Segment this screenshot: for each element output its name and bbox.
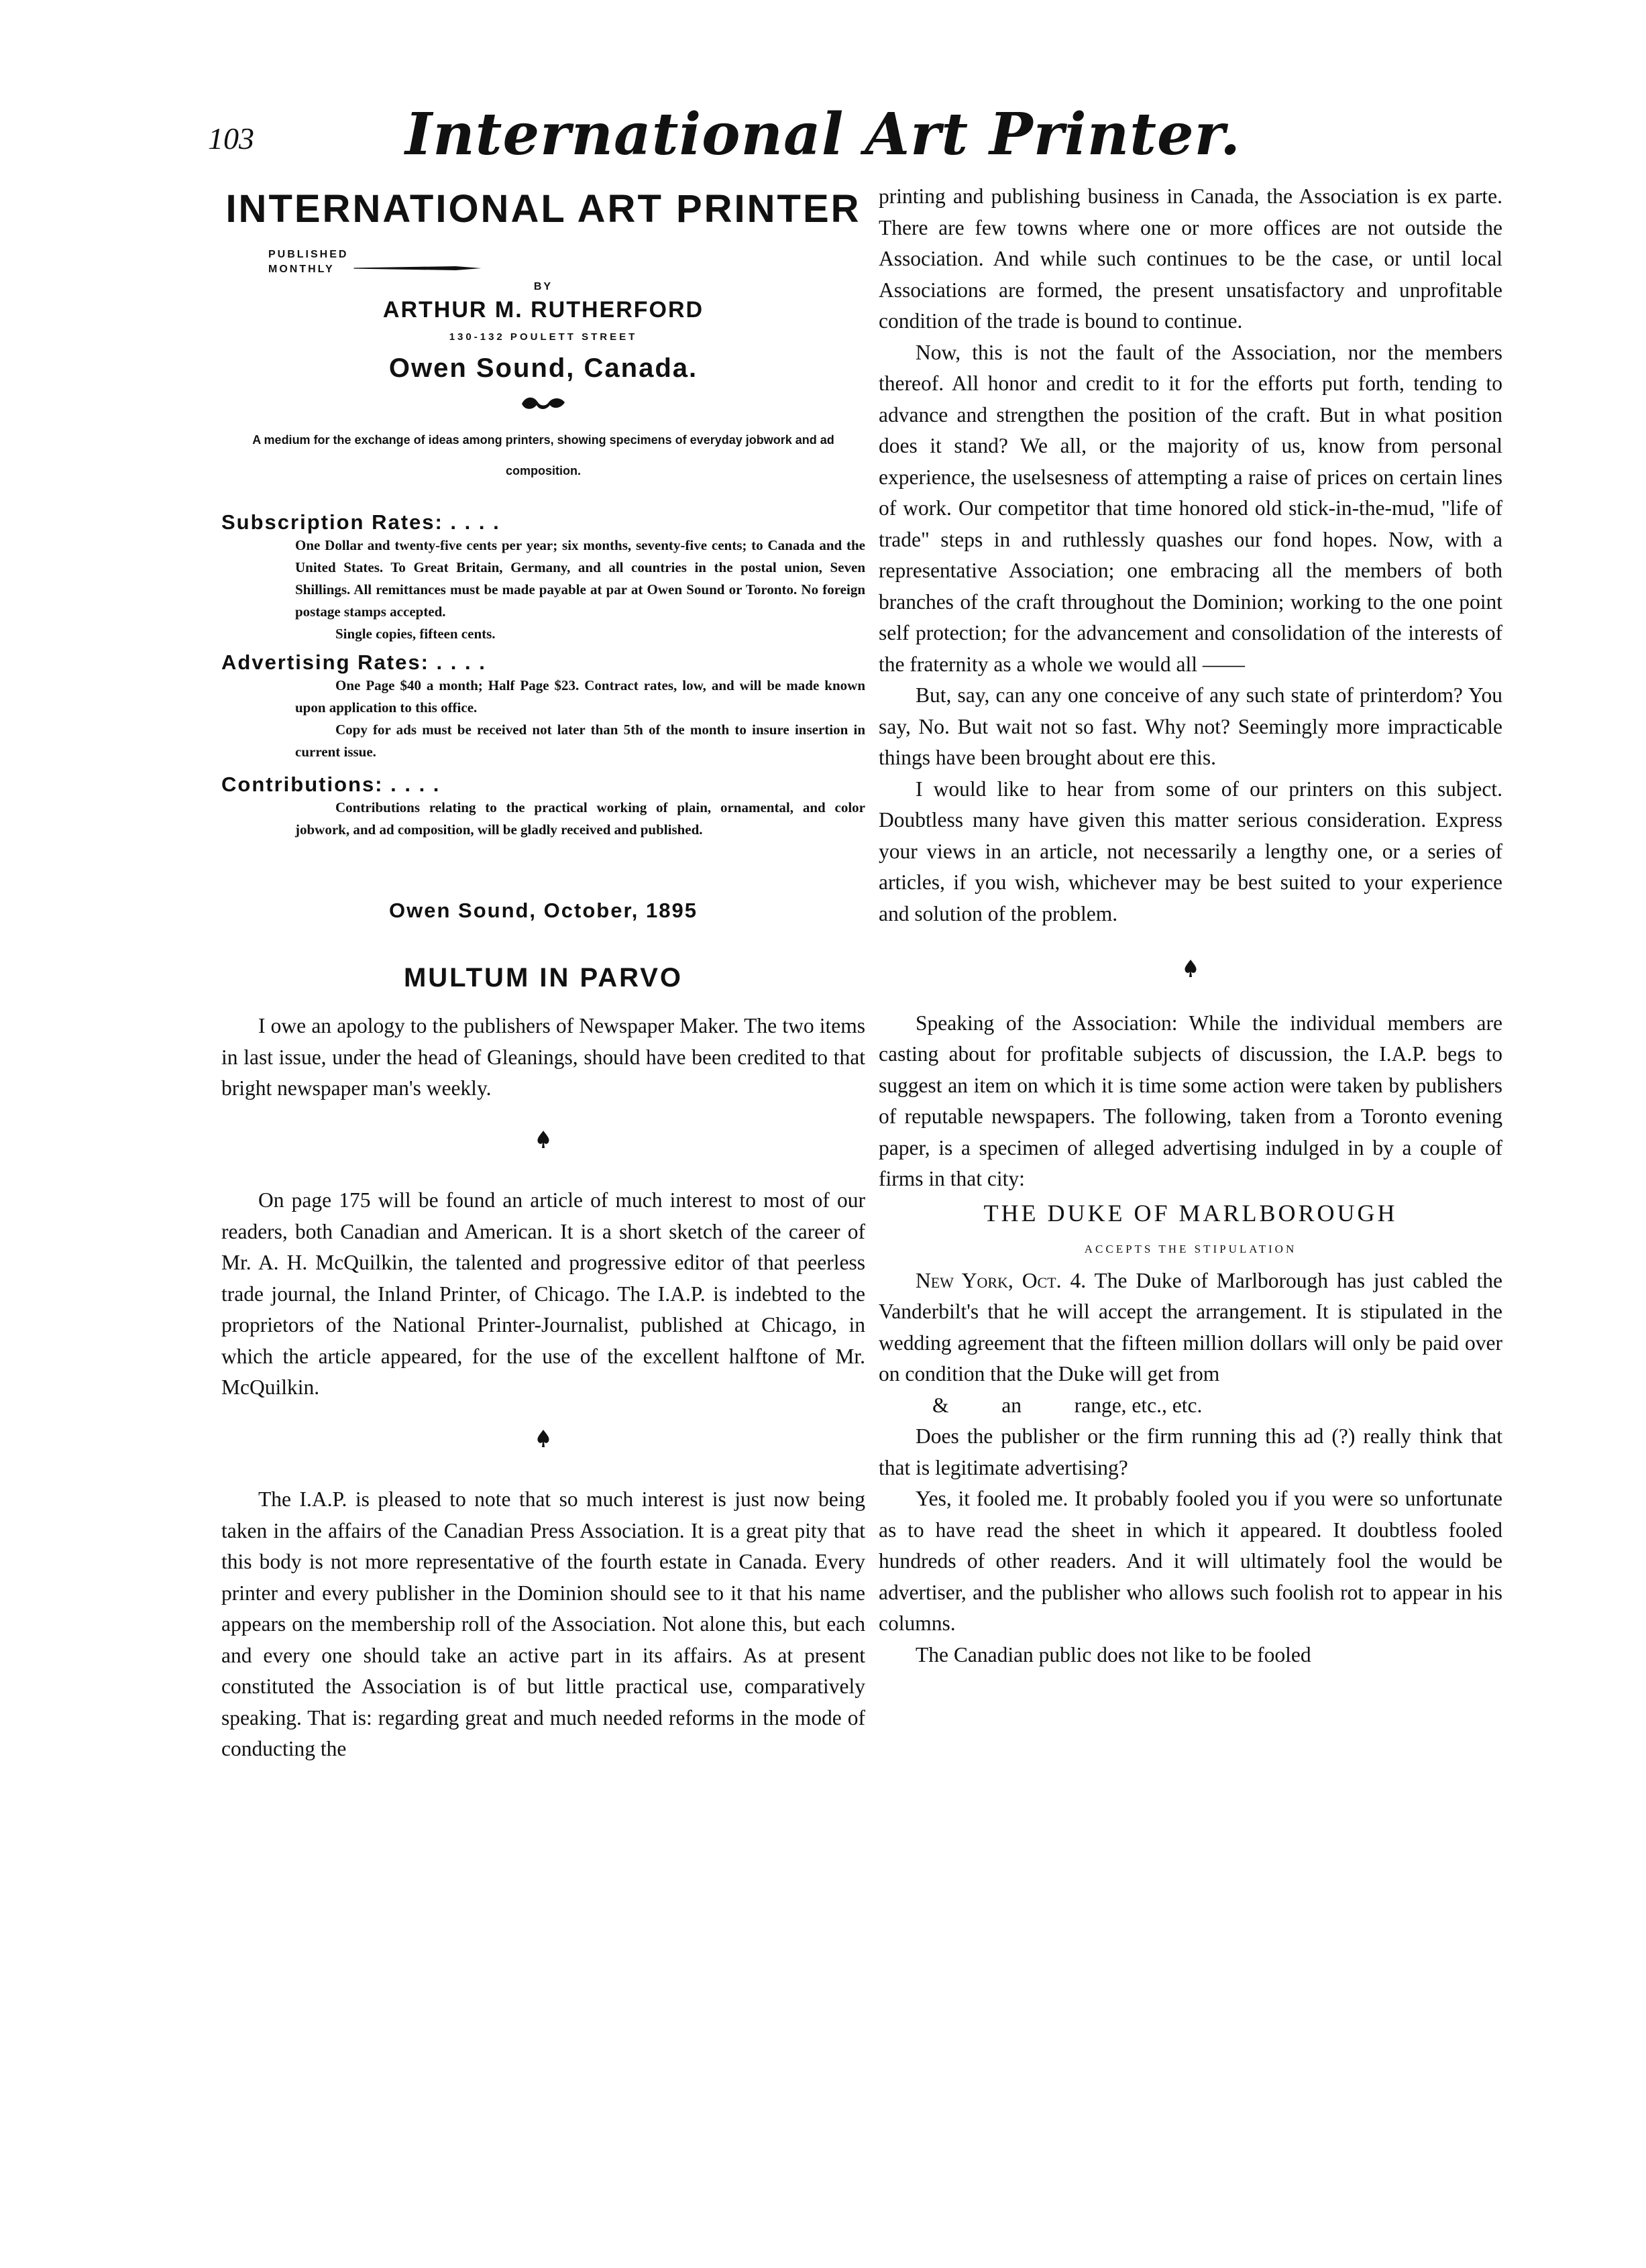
scroll-ornament-icon [221, 394, 865, 415]
right-column [879, 181, 1502, 1670]
rates-section [221, 510, 865, 841]
clipping-last-line: & an range, etc., etc. [932, 1393, 1203, 1417]
clipping-text: The Duke of Marlborough has just cabled the Vanderbilt's that he will accept the arrangement. It is stipulated in the wedding agreement that the fifteen million dollars will only be paid over on condition that the Duke will get from [879, 1268, 1503, 1385]
spade-bullet-icon [879, 956, 1502, 988]
by-label: BY [533, 281, 553, 292]
single-copy-price: Single copies, fifteen cents. [335, 626, 496, 642]
paragraph: Now, this is not the fault of the Association, nor the members thereof. All honor and credit to it for the efforts put forth, tending to advance and strengthen the position of the craft. But in what position does it stand? We all, or the majority of us, know from personal experience, the uselsesness of attempting a raise of prices on certain lines of work. Our competitor that time honored old stick-in-the-mud, "life of trade" steps in and ruthlessly quashes our fond hopes. Now, with a representative Association; one embracing all the members of both branches of the craft throughout the Dominion; working to the one point self protection; for the advancement and consolidation of the interests of the fraternity as a whole we would all —— [879, 340, 1502, 676]
article-body-left [221, 1011, 865, 1765]
publisher-city: Owen Sound, Canada. [388, 353, 698, 383]
spade-bullet-icon [221, 1426, 865, 1458]
monthly-label: MONTHLY [268, 264, 335, 275]
advertising-rates-text: One Page $40 a month; Half Page $23. Contract rates, low, and will be made known upon application to this office. [295, 677, 865, 716]
clipping-body [879, 1265, 1502, 1390]
running-head-title: International Art Printer. [404, 101, 1242, 168]
paragraph: But, say, can any one conceive of any such state of printerdom? You say, No. But wait not so fast. Why not? Seemingly more impracticable things have been brought about ere this. [879, 683, 1502, 769]
publisher-address: 130-132 POULETT STREET [449, 331, 638, 343]
article-body-right [879, 181, 1502, 1670]
paragraph: Speaking of the Association: While the individual members are casting about for profitable subjects of discussion, the I.A.P. begs to suggest an item on which it is time some action were taken by publishers of reputable newspapers. The following, taken from a Toronto evening paper, is a specimen of alleged advertising indulged in by a couple of firms in that city: [879, 1011, 1502, 1190]
paragraph: Yes, it fooled me. It probably fooled you if you were so unfortunate as to have read the sheet in which it appeared. It doubtless fooled hundreds of other readers. And it will ultimately fool the would be advertiser, and the publisher who allows such foolish rot to appear in his columns. [879, 1487, 1502, 1635]
subscription-rates-text: One Dollar and twenty-five cents per year; six months, seventy-five cents; to Canada and the United States. To Great Britain, Germany, and all countries in the postal union, Seven Shillings. All remittances must be made payable at par at Owen Sound or Toronto. No foreign postage stamps accepted. [295, 537, 865, 620]
issue-dateline: Owen Sound, October, 1895 [389, 899, 698, 922]
clipping-dateline: New York, Oct. 4. [916, 1268, 1087, 1292]
paragraph: On page 175 will be found an article of much interest to most of our readers, both Canadian and American. It is a short sketch of the career of Mr. A. H. McQuilkin, the talented and progressive editor of that peerless trade journal, the Inland Printer, of Chicago. The I.A.P. is indebted to the proprietors of the National Printer-Journalist, published at Chicago, in which the article appeared, for the use of the excellent halftone of Mr. McQuilkin. [221, 1188, 865, 1399]
advertising-rates-heading: Advertising Rates: . . . . [221, 650, 486, 674]
published-monthly [268, 247, 865, 277]
spade-bullet-icon [221, 1127, 865, 1159]
paragraph: I would like to hear from some of our printers on this subject. Doubtless many have given this matter serious consideration. Express your views in an article, not necessarily a lengthy one, or a series of articles, if you wish, whichever may be best suited to your experience and solution of the problem. [879, 777, 1502, 925]
paragraph: The I.A.P. is pleased to note that so much interest is just now being taken in the affairs of the Canadian Press Association. It is a great pity that this body is not more representative of the fourth estate in Canada. Every printer and every publisher in the Dominion should see to it that his name appears on the membership roll of the Association. Not alone this, but each and every one should take an active part in its affairs. As at present constituted the Association is of but little practical use, comparatively speaking. That is: regarding great and much needed reforms in the mode of conducting the [221, 1487, 865, 1760]
paragraph: I owe an apology to the publishers of Newspaper Maker. The two items in last issue, under the head of Gleanings, should have been credited to that bright newspaper man's weekly. [221, 1014, 865, 1100]
clipping-subhead: ACCEPTS THE STIPULATION [1084, 1243, 1297, 1255]
published-label: PUBLISHED [268, 249, 349, 260]
left-column [221, 181, 865, 1765]
contributions-text: Contributions relating to the practical working of plain, ornamental, and color jobwork, and ad composition, will be gladly received and published. [295, 799, 865, 838]
publisher-name: ARTHUR M. RUTHERFORD [382, 297, 704, 323]
subscription-rates-heading: Subscription Rates: . . . . [221, 510, 500, 534]
masthead-description: A medium for the exchange of ideas among printers, showing specimens of everyday jobwork and ad composition. [252, 433, 834, 477]
paragraph: Does the publisher or the firm running this ad (?) really think that that is legitimate advertising? [879, 1424, 1502, 1479]
paragraph: printing and publishing business in Canada, the Association is ex parte. There are few towns where one or more offices are not outside the Association. And while such continues to be the case, or until local Associations are formed, the present unsatisfactory and unprofitable condition of the trade is bound to continue. [879, 184, 1502, 333]
section-title: MULTUM IN PARVO [403, 963, 683, 993]
paragraph: The Canadian public does not like to be fooled [916, 1642, 1311, 1666]
tapered-rule [353, 266, 481, 270]
clipping-headline: THE DUKE OF MARLBOROUGH [983, 1199, 1398, 1227]
page-number: 103 [208, 121, 254, 156]
contributions-heading: Contributions: . . . . [221, 773, 441, 796]
copy-deadline-text: Copy for ads must be received not later than 5th of the month to insure insertion in current issue. [295, 722, 865, 760]
masthead-title: INTERNATIONAL ART PRINTER [225, 187, 861, 231]
